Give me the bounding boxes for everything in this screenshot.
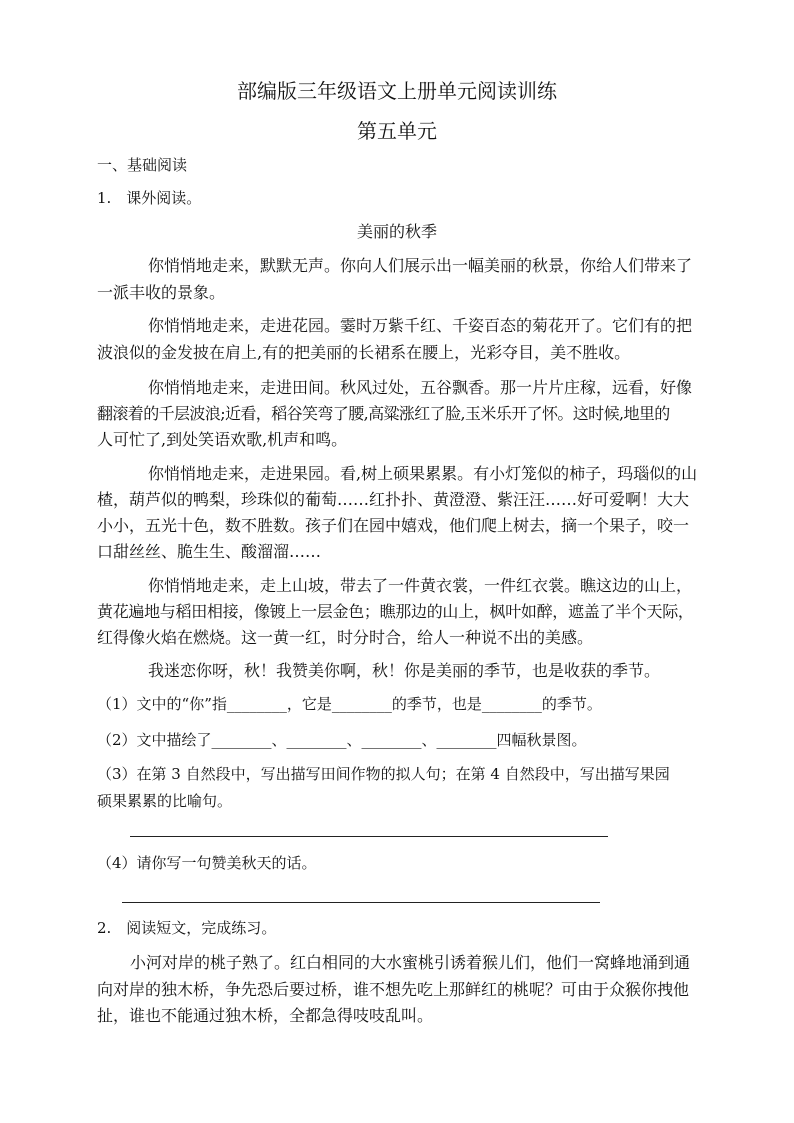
sub-question: （3）在第 3 自然段中，写出描写田间作物的拟人句；在第 4 自然段中，写出描写果园	[97, 765, 670, 783]
article-line: 黄花遍地与稻田相接，像镀上一层金色；瞧那边的山上，枫叶如醉，遮盖了半个天际，	[97, 602, 694, 621]
question-1-label: 1. 课外阅读。	[97, 189, 202, 207]
article-line: 红得像火焰在燃烧。这一黄一红，时分时合，给人一种说不出的美感。	[97, 628, 594, 647]
section-heading: 一、基础阅读	[97, 156, 188, 174]
article-line: 口甜丝丝、脆生生、酸溜溜……	[97, 542, 322, 561]
sub-question: （2）文中描绘了________、________、________、________四幅秋景图。	[97, 731, 587, 749]
article-line: 一派丰收的景象。	[97, 283, 226, 302]
article-line: 你悄悄地走来，默默无声。你向人们展示出一幅美丽的秋景，你给人们带来了	[148, 256, 693, 275]
unit-heading: 第五单元	[357, 119, 437, 143]
page-title: 部编版三年级语文上册单元阅读训练	[237, 79, 557, 103]
article-title: 美丽的秋季	[356, 222, 437, 241]
article-line: 楂，葫芦似的鸭梨，珍珠似的葡萄……红扑扑、黄澄澄、紫汪汪……好可爱啊！大大	[97, 490, 690, 509]
article-line: 人可忙了,到处笑语欢歌,机声和鸣。	[97, 430, 348, 449]
answer-line[interactable]	[130, 836, 608, 837]
passage-line: 小河对岸的桃子熟了。红白相同的大水蜜桃引诱着猴儿们，他们一窝蜂地涌到通	[130, 953, 691, 972]
article-line: 你悄悄地走来，走上山坡，带去了一件黄衣裳，一件红衣裳。瞧这边的山上，	[148, 576, 693, 595]
passage-line: 向对岸的独木桥，争先恐后要过桥，谁不想先吃上那鲜红的桃呢？可由于众猴你拽他	[97, 980, 690, 999]
sub-question: （1）文中的“你”指________，它是________的季节，也是________的季节。	[97, 695, 602, 713]
article-line: 你悄悄地走来，走进果园。看,树上硕果累累。有小灯笼似的柿子，玛瑙似的山	[148, 464, 698, 483]
article-line: 翻滚着的千层波浪;近看，稻谷笑弯了腰,高粱涨红了脸,玉米乐开了怀。这时候,地里的	[97, 404, 670, 423]
answer-line[interactable]	[122, 902, 600, 903]
sub-question: （4）请你写一句赞美秋天的话。	[97, 854, 317, 872]
sub-question: 硕果累累的比喻句。	[97, 792, 233, 810]
article-line: 你悄悄地走来，走进花园。霎时万紫千红、千姿百态的菊花开了。它们有的把	[148, 316, 693, 335]
passage-line: 扯，谁也不能通过独木桥，全都急得吱吱乱叫。	[97, 1006, 434, 1025]
article-line: 小小，五光十色，数不胜数。孩子们在园中嬉戏，他们爬上树去，摘一个果子，咬一	[97, 516, 690, 535]
article-line: 波浪似的金发披在肩上,有的把美丽的长裙系在腰上，光彩夺目，美不胜收。	[97, 343, 631, 362]
question-2-label: 2. 阅读短文，完成练习。	[97, 919, 277, 937]
article-line: 你悄悄地走来，走进田间。秋风过处，五谷飘香。那一片片庄稼，远看，好像	[148, 378, 693, 397]
article-line: 我迷恋你呀，秋！我赞美你啊，秋！你是美丽的季节，也是收获的季节。	[148, 661, 661, 680]
